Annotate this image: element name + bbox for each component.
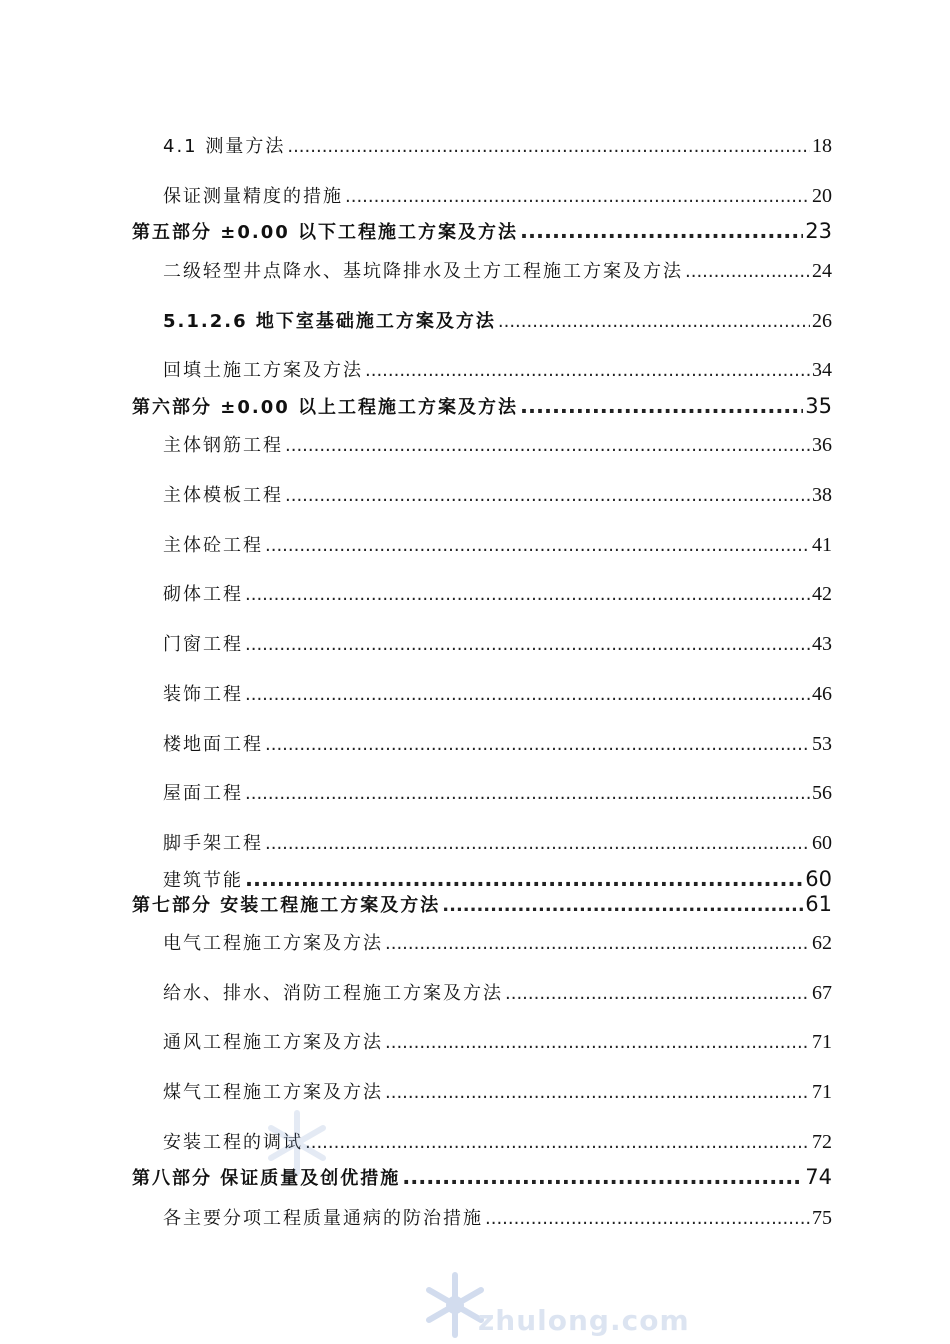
toc-entry-label: 通风工程施工方案及方法 [163, 1032, 383, 1053]
toc-page-number: 34 [812, 359, 832, 381]
toc-page-number: 74 [805, 1165, 832, 1189]
toc-entry[interactable] [163, 779, 832, 805]
toc-entry-label: 第五部分 ±0.00 以下工程施工方案及方法 [132, 222, 519, 243]
dot-leader [245, 584, 810, 605]
dot-leader [520, 219, 803, 243]
dot-leader [505, 983, 810, 1004]
toc-entry[interactable] [163, 979, 832, 1005]
watermark-snowflake-icon [262, 1108, 332, 1178]
toc-entry[interactable] [163, 730, 832, 756]
toc-entry[interactable] [163, 307, 832, 333]
toc-entry-label: 装饰工程 [163, 684, 243, 705]
toc-entry-label: 主体模板工程 [163, 485, 283, 506]
toc-entry-label: 楼地面工程 [163, 734, 263, 755]
toc-page-number: 60 [812, 832, 832, 854]
dot-leader [245, 783, 810, 804]
toc-page-number: 35 [805, 394, 832, 418]
toc-entry[interactable] [163, 1078, 832, 1104]
dot-leader [498, 311, 810, 332]
toc-entry[interactable] [163, 680, 832, 706]
toc-page-number: 20 [812, 185, 832, 207]
toc-page-number: 61 [805, 892, 832, 916]
watermark-text: zhulong.com [478, 1304, 690, 1337]
toc-entry[interactable] [163, 531, 832, 557]
toc-page-number: 18 [812, 135, 832, 157]
toc-entry-label: 砌体工程 [163, 584, 243, 605]
dot-leader [265, 535, 810, 556]
toc-entry[interactable] [163, 1028, 832, 1054]
toc-page-number: 71 [812, 1081, 832, 1103]
dot-leader [345, 186, 810, 207]
toc-entry-label: 5.1.2.6 地下室基础施工方案及方法 [163, 311, 496, 332]
toc-entry[interactable] [163, 829, 832, 855]
dot-leader [245, 684, 810, 705]
dot-leader [245, 867, 803, 891]
toc-entry[interactable] [163, 929, 832, 955]
toc-entry[interactable] [163, 431, 832, 457]
toc-page-number: 38 [812, 484, 832, 506]
toc-section-entry[interactable] [132, 393, 832, 419]
toc-entry[interactable] [163, 356, 832, 382]
toc-section-entry[interactable] [132, 891, 832, 917]
watermark [420, 1262, 760, 1342]
toc-entry-label: 门窗工程 [163, 634, 243, 655]
toc-page-number: 23 [805, 219, 832, 243]
dot-leader [285, 485, 810, 506]
toc-entry-label: 主体砼工程 [163, 535, 263, 556]
toc-entry-label: 各主要分项工程质量通病的防治措施 [163, 1208, 483, 1229]
dot-leader [265, 734, 810, 755]
toc-entry-label: 第六部分 ±0.00 以上工程施工方案及方法 [132, 397, 519, 418]
toc-entry-label: 电气工程施工方案及方法 [163, 933, 383, 954]
toc-page-number: 24 [812, 260, 832, 282]
toc-entry-label: 4.1 测量方法 [163, 136, 286, 157]
dot-leader [365, 360, 810, 381]
toc-page-number: 56 [812, 782, 832, 804]
toc-section-entry[interactable] [132, 218, 832, 244]
toc-page-number: 75 [812, 1207, 832, 1229]
toc-entry[interactable] [163, 132, 832, 158]
toc-entry[interactable] [163, 481, 832, 507]
toc-entry-label: 煤气工程施工方案及方法 [163, 1082, 383, 1103]
toc-entry-label: 屋面工程 [163, 783, 243, 804]
dot-leader [265, 833, 810, 854]
toc-page-number: 72 [812, 1131, 832, 1153]
toc-page-number: 43 [812, 633, 832, 655]
toc-entry-label: 建筑节能 [163, 870, 243, 891]
toc-page-number: 36 [812, 434, 832, 456]
dot-leader [305, 1132, 810, 1153]
toc-page-number: 60 [805, 867, 832, 891]
toc-page-number: 46 [812, 683, 832, 705]
toc-entry-label: 安装工程的调试 [163, 1132, 303, 1153]
toc-entry-label: 主体钢筋工程 [163, 435, 283, 456]
toc-entry-label: 回填土施工方案及方法 [163, 360, 363, 381]
toc-page-number: 67 [812, 982, 832, 1004]
toc-entry-label: 给水、排水、消防工程施工方案及方法 [163, 983, 503, 1004]
toc-page-number: 53 [812, 733, 832, 755]
toc-page-number: 41 [812, 534, 832, 556]
toc-section-entry[interactable] [132, 1164, 832, 1190]
dot-leader [385, 1082, 810, 1103]
toc-entry-label: 保证测量精度的措施 [163, 186, 343, 207]
dot-leader [520, 394, 803, 418]
toc-entry-label: 第七部分 安装工程施工方案及方法 [132, 895, 441, 916]
dot-leader [402, 1165, 803, 1189]
toc-entry[interactable] [163, 866, 832, 892]
toc-page-number: 62 [812, 932, 832, 954]
toc-entry[interactable] [163, 580, 832, 606]
toc-page-number: 26 [812, 310, 832, 332]
toc-entry-label: 第八部分 保证质量及创优措施 [132, 1168, 401, 1189]
toc-entry[interactable] [163, 182, 832, 208]
toc-page-number: 71 [812, 1031, 832, 1053]
dot-leader [285, 435, 810, 456]
dot-leader [485, 1208, 810, 1229]
dot-leader [442, 895, 803, 916]
toc-page-number: 42 [812, 583, 832, 605]
toc-entry[interactable] [163, 257, 832, 283]
dot-leader [385, 1032, 810, 1053]
dot-leader [287, 136, 810, 157]
dot-leader [385, 933, 810, 954]
toc-entry[interactable] [163, 1204, 832, 1230]
toc-entry[interactable] [163, 630, 832, 656]
toc-entry-label: 二级轻型井点降水、基坑降排水及土方工程施工方案及方法 [163, 261, 683, 282]
dot-leader [685, 261, 810, 282]
toc-entry-label: 脚手架工程 [163, 833, 263, 854]
dot-leader [245, 634, 810, 655]
